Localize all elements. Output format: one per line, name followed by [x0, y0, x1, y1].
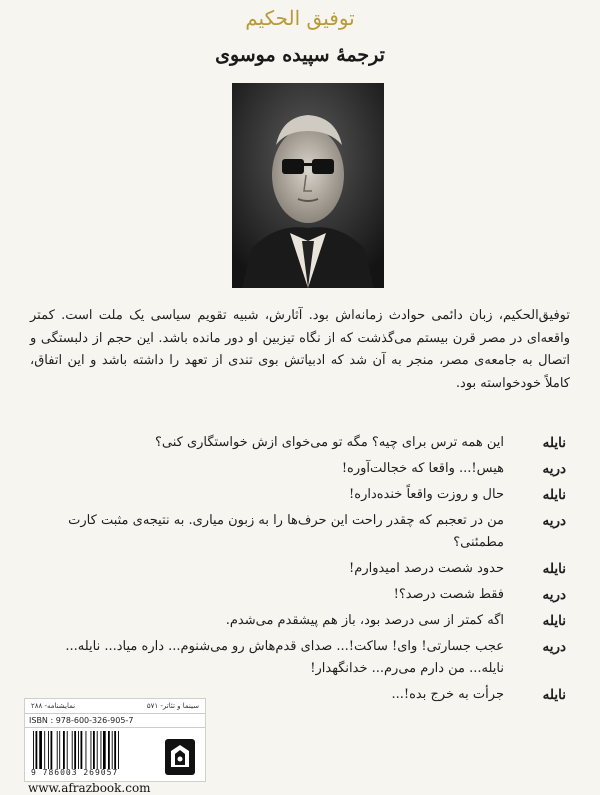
speaker: نایله: [542, 561, 566, 577]
barcode-bar: [63, 731, 65, 769]
series-label: نمایشنامه- ۲۸۸: [31, 702, 76, 710]
line-text: حدود شصت درصد امیدوارم!: [349, 561, 504, 576]
dialogue-line: [30, 432, 566, 454]
barcode-bar: [81, 731, 83, 769]
publisher-website: www.afrazbook.com: [28, 781, 151, 795]
barcode-number: 9 786003 269057: [31, 768, 119, 777]
speaker: نایله: [542, 687, 566, 703]
barcode-bar: [39, 731, 42, 769]
speaker: نایله: [542, 435, 566, 451]
barcode-bar: [112, 731, 113, 769]
isbn-text: ISBN : 978-600-326-905-7: [25, 714, 205, 728]
speaker: دریه: [542, 461, 566, 477]
catalog-labels: [25, 699, 205, 714]
barcode-bars: [33, 731, 153, 769]
dialogue-line: [30, 484, 566, 506]
barcode-bar: [51, 731, 53, 769]
barcode-bar: [97, 731, 98, 769]
dialogue-line: [30, 584, 566, 606]
barcode-bar: [36, 731, 38, 769]
line-text: عجب جسارتی! وای! ساکت!... صدای قدم‌هاش رو می‌شنوم... داره میاد... نایله... نایله... من دارم می‌رم... خدانگهدار!: [65, 639, 504, 676]
speaker: دریه: [542, 513, 566, 529]
barcode-bar: [67, 731, 68, 769]
barcode-bar: [108, 731, 110, 769]
barcode-bar: [103, 731, 106, 769]
translator-credit: ترجمهٔ سپیده موسوی: [215, 44, 385, 66]
line-text: من در تعجبم که چقدر راحت این حرف‌ها را به زبون میاری. به نتیجه‌ی مثبت کارت مطمئنی؟: [68, 513, 504, 550]
line-text: حال و روزت واقعاً خنده‌داره!: [349, 487, 504, 502]
author-portrait: [232, 83, 384, 288]
line-text: این همه ترس برای چیه؟ مگه تو می‌خوای ازش خواستگاری کنی؟: [154, 435, 504, 450]
line-text: هیس!... واقعا که خجالت‌آوره!: [341, 461, 504, 476]
line-text: اگه کمتر از سی درصد بود، باز هم پیشقدم می‌شدم.: [225, 613, 504, 628]
author-name: توفیق الحکیم: [245, 6, 355, 30]
dialogue-line: [30, 510, 566, 554]
speaker: نایله: [542, 487, 566, 503]
barcode-bar: [101, 731, 102, 769]
dialogue-line: [30, 558, 566, 580]
barcode-bar: [57, 731, 58, 769]
speaker: نایله: [542, 613, 566, 629]
speaker: دریه: [542, 639, 566, 655]
barcode-bar: [74, 731, 76, 769]
barcode-bar: [86, 731, 87, 769]
line-text: جرأت به خرج بده!...: [391, 687, 504, 702]
barcode-bar: [59, 731, 60, 769]
barcode-bar: [78, 731, 79, 769]
barcode-bar: [33, 731, 34, 769]
dialogue-line: [30, 636, 566, 680]
author-bio: توفیق‌الحکیم، زبان دائمی حوادث زمانه‌اش بود. آثارش، شبیه تقویم سیاسی یک ملت است. کمتر واقعه‌ای در مصر قرن بیستم می‌گذشت که از نگاه تیزبین او دور مانده باشد. این حجم از دلبستگی و اتصال به جامعه‌ی مصر، منجر به آن شد که ادبیاتش بوی تندی از تعهد را داشته باشد و این اتفاق، کاملاً خودخواسته بود.: [30, 308, 570, 391]
barcode-bar: [44, 731, 45, 769]
speaker: دریه: [542, 587, 566, 603]
barcode-bar: [114, 731, 116, 769]
barcode-bar: [72, 731, 73, 769]
barcode-panel: [24, 698, 206, 782]
barcode-bar: [48, 731, 49, 769]
dialogue-excerpt: [30, 432, 566, 706]
dialogue-line: [30, 458, 566, 480]
category-label: سینما و تئاتر- ۵۷۱: [146, 702, 199, 710]
barcode-bar: [118, 731, 119, 769]
barcode-bar: [91, 731, 92, 769]
line-text: فقط شصت درصد؟!: [393, 587, 504, 602]
publisher-logo: [163, 737, 197, 777]
dialogue-line: [30, 610, 566, 632]
barcode-bar: [93, 731, 95, 769]
